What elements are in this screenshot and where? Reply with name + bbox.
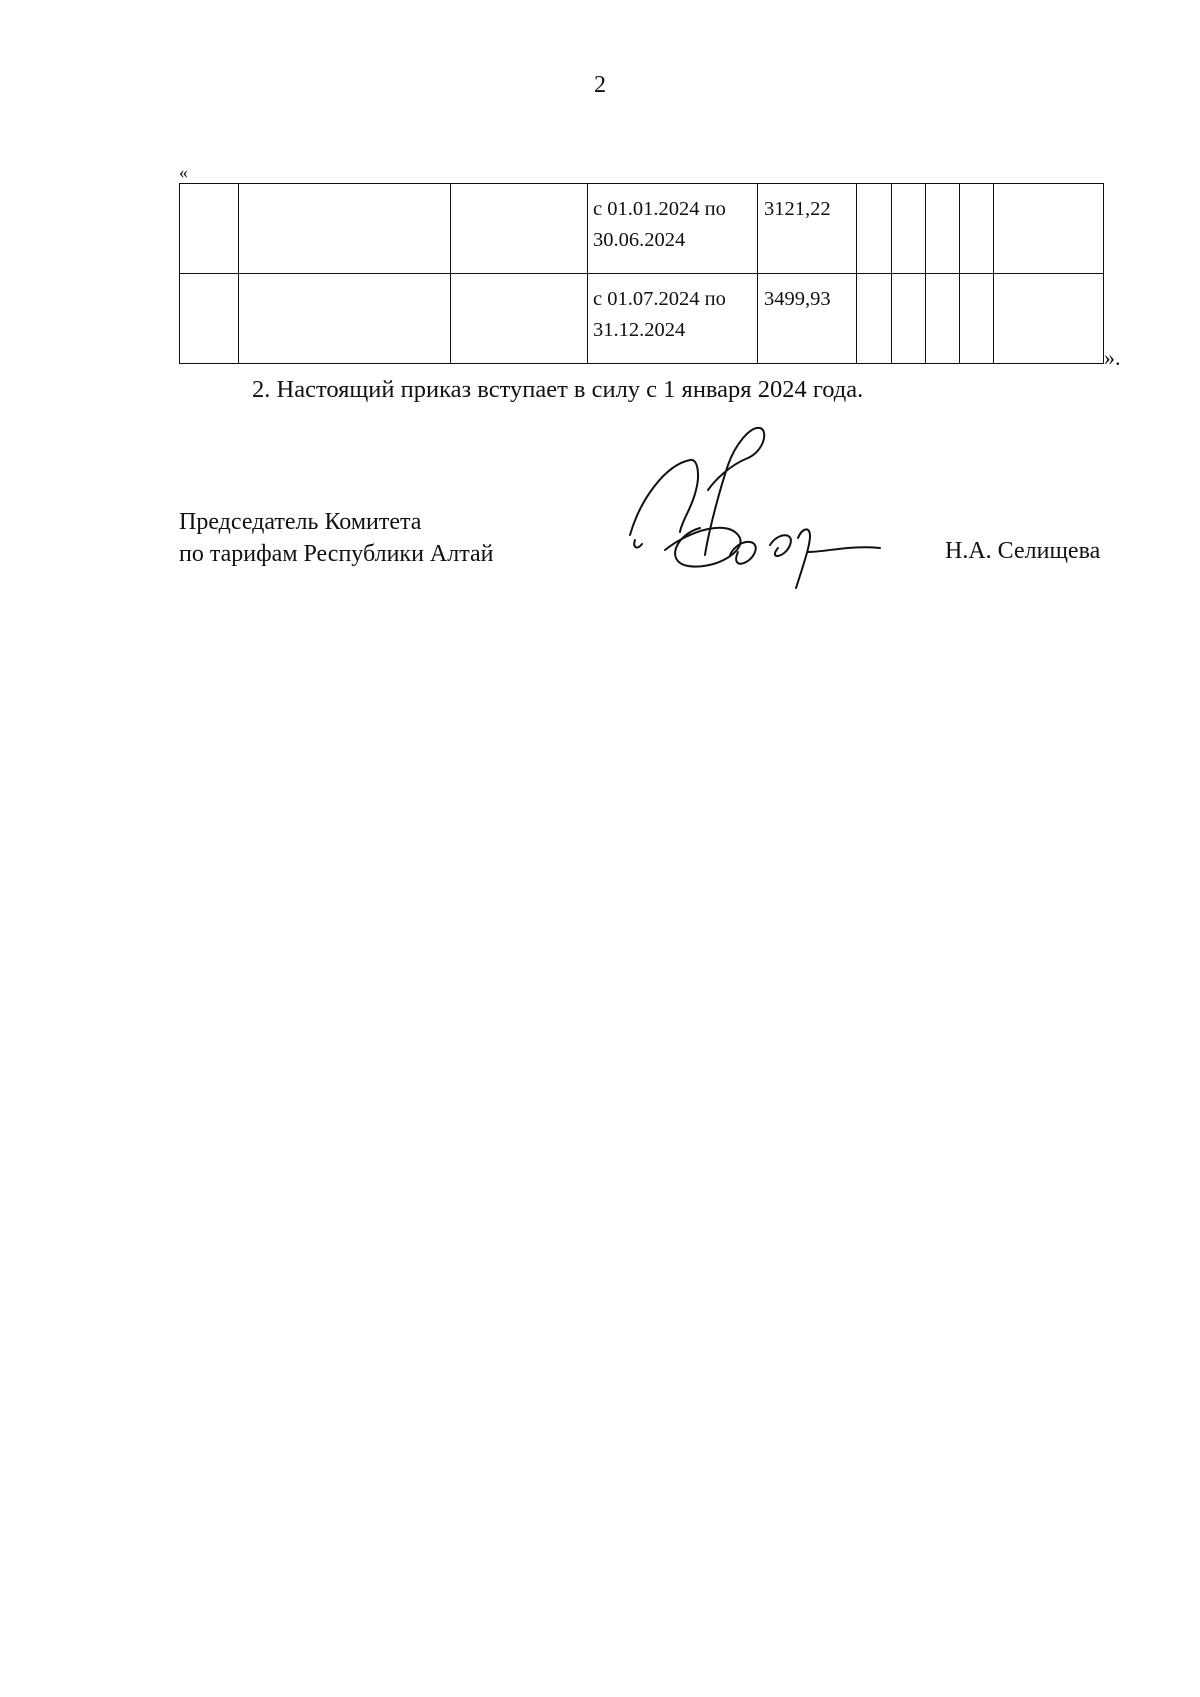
table-row (180, 184, 1104, 274)
period-cell: с 01.07.2024 по 31.12.2024 (588, 274, 758, 364)
price-cell: 3499,93 (758, 274, 857, 364)
closing-quote: ». (1104, 345, 1121, 370)
opening-quote: « (179, 162, 188, 182)
price-cell: 3121,22 (758, 184, 857, 274)
page-number: 2 (594, 72, 606, 98)
tariff-table (179, 183, 1104, 364)
signatory-name: Н.А. Селищева (945, 538, 1101, 564)
handwritten-signature (620, 420, 940, 620)
signatory-title (179, 506, 494, 570)
signatory-title-line: по тарифам Республики Алтай (179, 541, 494, 567)
signatory-title-line: Председатель Комитета (179, 509, 422, 535)
table-row (180, 274, 1104, 364)
period-cell: с 01.01.2024 по 30.06.2024 (588, 184, 758, 274)
paragraph-two: 2. Настоящий приказ вступает в силу с 1 января 2024 года. (252, 376, 864, 403)
